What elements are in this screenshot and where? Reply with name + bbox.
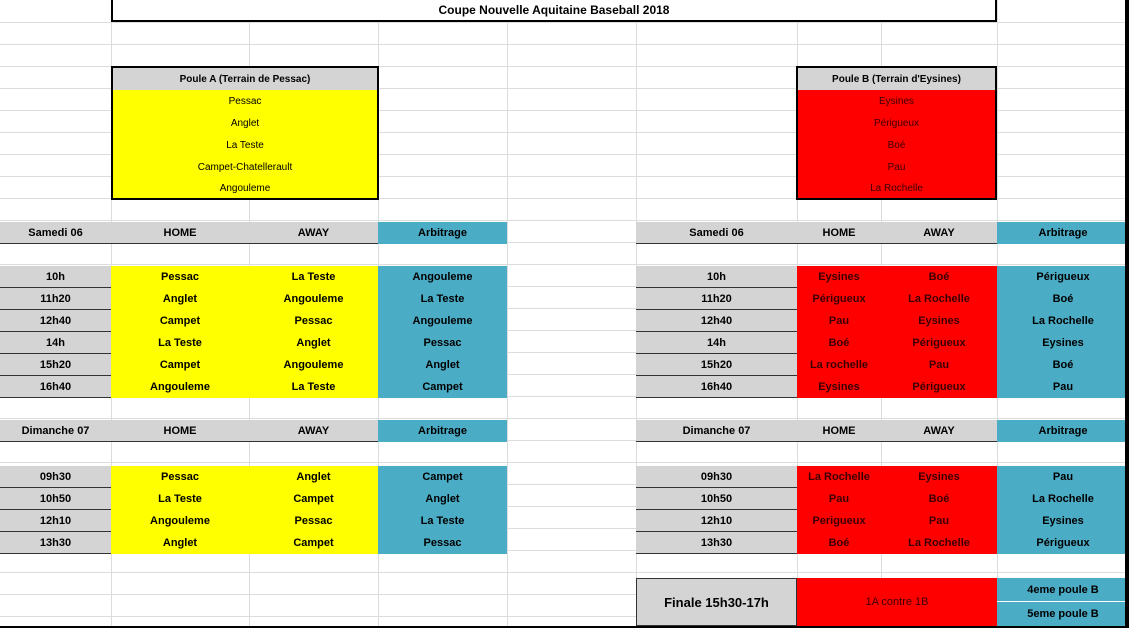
sat-b-home: Périgueux xyxy=(797,288,881,310)
sun-b-time: 10h50 xyxy=(636,488,797,510)
poule-a-team: Pessac xyxy=(113,90,377,112)
grid-row-line xyxy=(0,572,1129,573)
poule-b-team: La Rochelle xyxy=(798,178,995,198)
sun-a-home: Angouleme xyxy=(111,510,249,532)
sat-a-time: 15h20 xyxy=(0,354,111,376)
sun-a-day-header: Dimanche 07 xyxy=(0,420,111,442)
grid-row-line xyxy=(0,44,1129,45)
poule-b-team: Périgueux xyxy=(798,112,995,134)
sun-a-time: 13h30 xyxy=(0,532,111,554)
poule-a-team: Angouleme xyxy=(113,178,377,198)
grid-row-line xyxy=(0,418,1129,419)
grid-row-line xyxy=(0,264,1129,265)
sat-b-away: Périgueux xyxy=(881,376,997,398)
sat-a-home-header: HOME xyxy=(111,222,249,244)
sat-b-away: Boé xyxy=(881,266,997,288)
sun-b-home-header: HOME xyxy=(797,420,881,442)
sun-b-ref: La Rochelle xyxy=(997,488,1129,510)
poule-b-team: Eysines xyxy=(798,90,995,112)
sun-b-time: 09h30 xyxy=(636,466,797,488)
sat-b-time: 12h40 xyxy=(636,310,797,332)
grid-row-line xyxy=(0,462,1129,463)
sun-a-ref: Campet xyxy=(378,466,507,488)
sun-a-away: Campet xyxy=(249,532,378,554)
sat-b-ref: Boé xyxy=(997,354,1129,376)
final-label: Finale 15h30-17h xyxy=(636,578,797,626)
sun-b-home: Perigueux xyxy=(797,510,881,532)
sat-b-time: 15h20 xyxy=(636,354,797,376)
sun-b-away-header: AWAY xyxy=(881,420,997,442)
sat-a-time: 16h40 xyxy=(0,376,111,398)
sun-b-home: Pau xyxy=(797,488,881,510)
sat-a-ref: Pessac xyxy=(378,332,507,354)
sun-a-home: Anglet xyxy=(111,532,249,554)
sat-a-time: 11h20 xyxy=(0,288,111,310)
sat-a-ref: La Teste xyxy=(378,288,507,310)
sun-a-time: 12h10 xyxy=(0,510,111,532)
poule-a-team: Campet-Chatellerault xyxy=(113,156,377,178)
sun-a-ref: Pessac xyxy=(378,532,507,554)
sat-b-ref-header: Arbitrage xyxy=(997,222,1129,244)
sun-a-time: 10h50 xyxy=(0,488,111,510)
sat-a-home: Pessac xyxy=(111,266,249,288)
sat-a-away-header: AWAY xyxy=(249,222,378,244)
right-border xyxy=(1125,0,1129,628)
sheet-title: Coupe Nouvelle Aquitaine Baseball 2018 xyxy=(111,0,997,22)
sat-b-away: Pau xyxy=(881,354,997,376)
sun-b-home: Boé xyxy=(797,532,881,554)
sun-a-home: La Teste xyxy=(111,488,249,510)
sun-b-away: Pau xyxy=(881,510,997,532)
sat-a-time: 10h xyxy=(0,266,111,288)
sat-a-away: Angouleme xyxy=(249,354,378,376)
sat-b-away-header: AWAY xyxy=(881,222,997,244)
poule-a-team: La Teste xyxy=(113,134,377,156)
sat-b-ref: Eysines xyxy=(997,332,1129,354)
sun-a-home-header: HOME xyxy=(111,420,249,442)
sat-a-home: Campet xyxy=(111,354,249,376)
sun-a-away: Anglet xyxy=(249,466,378,488)
grid-col-line xyxy=(507,0,508,628)
sat-b-ref: Boé xyxy=(997,288,1129,310)
sun-a-home: Pessac xyxy=(111,466,249,488)
sun-b-away: Eysines xyxy=(881,466,997,488)
sun-a-ref-header: Arbitrage xyxy=(378,420,507,442)
sat-b-ref: Périgueux xyxy=(997,266,1129,288)
sat-a-away: La Teste xyxy=(249,376,378,398)
sat-a-time: 12h40 xyxy=(0,310,111,332)
sun-a-time: 09h30 xyxy=(0,466,111,488)
sun-a-away: Campet xyxy=(249,488,378,510)
sat-a-ref: Angouleme xyxy=(378,266,507,288)
sun-b-time: 13h30 xyxy=(636,532,797,554)
sat-a-ref: Campet xyxy=(378,376,507,398)
sat-b-time: 14h xyxy=(636,332,797,354)
sun-b-away: Boé xyxy=(881,488,997,510)
sat-a-away: Pessac xyxy=(249,310,378,332)
sun-b-ref: Pau xyxy=(997,466,1129,488)
sat-b-away: Périgueux xyxy=(881,332,997,354)
sat-b-home: Eysines xyxy=(797,266,881,288)
sun-a-ref: Anglet xyxy=(378,488,507,510)
sat-b-home: La rochelle xyxy=(797,354,881,376)
poule-a-team: Anglet xyxy=(113,112,377,134)
sat-b-home: Boé xyxy=(797,332,881,354)
sat-b-home-header: HOME xyxy=(797,222,881,244)
sat-a-day-header: Samedi 06 xyxy=(0,222,111,244)
sun-a-away: Pessac xyxy=(249,510,378,532)
sat-a-home: Campet xyxy=(111,310,249,332)
poule-b-team: Boé xyxy=(798,134,995,156)
sat-a-home: La Teste xyxy=(111,332,249,354)
final-ref-2: 5eme poule B xyxy=(997,602,1129,626)
sat-a-time: 14h xyxy=(0,332,111,354)
sat-b-away: La Rochelle xyxy=(881,288,997,310)
sun-b-home: La Rochelle xyxy=(797,466,881,488)
sat-b-time: 16h40 xyxy=(636,376,797,398)
sat-b-home: Pau xyxy=(797,310,881,332)
sat-b-ref: Pau xyxy=(997,376,1129,398)
poule-b-team: Pau xyxy=(798,156,995,178)
grid-row-line xyxy=(0,220,1129,221)
sat-a-ref: Anglet xyxy=(378,354,507,376)
sun-b-day-header: Dimanche 07 xyxy=(636,420,797,442)
sun-a-away-header: AWAY xyxy=(249,420,378,442)
sun-b-ref: Eysines xyxy=(997,510,1129,532)
poule-a-header: Poule A (Terrain de Pessac) xyxy=(113,68,377,90)
sun-b-ref: Périgueux xyxy=(997,532,1129,554)
sat-b-ref: La Rochelle xyxy=(997,310,1129,332)
sat-a-home: Angouleme xyxy=(111,376,249,398)
sun-b-ref-header: Arbitrage xyxy=(997,420,1129,442)
sun-a-ref: La Teste xyxy=(378,510,507,532)
sat-b-home: Eysines xyxy=(797,376,881,398)
grid-row-line xyxy=(0,22,1129,23)
sat-a-away: Angouleme xyxy=(249,288,378,310)
sat-a-away: La Teste xyxy=(249,266,378,288)
final-match: 1A contre 1B xyxy=(797,578,997,626)
sat-b-away: Eysines xyxy=(881,310,997,332)
sat-b-time: 11h20 xyxy=(636,288,797,310)
sun-b-time: 12h10 xyxy=(636,510,797,532)
poule-b-header: Poule B (Terrain d'Eysines) xyxy=(798,68,995,90)
sat-b-day-header: Samedi 06 xyxy=(636,222,797,244)
final-ref-1: 4eme poule B xyxy=(997,578,1129,602)
sat-a-home: Anglet xyxy=(111,288,249,310)
sun-b-away: La Rochelle xyxy=(881,532,997,554)
sat-a-ref: Angouleme xyxy=(378,310,507,332)
sat-a-away: Anglet xyxy=(249,332,378,354)
sat-a-ref-header: Arbitrage xyxy=(378,222,507,244)
sat-b-time: 10h xyxy=(636,266,797,288)
